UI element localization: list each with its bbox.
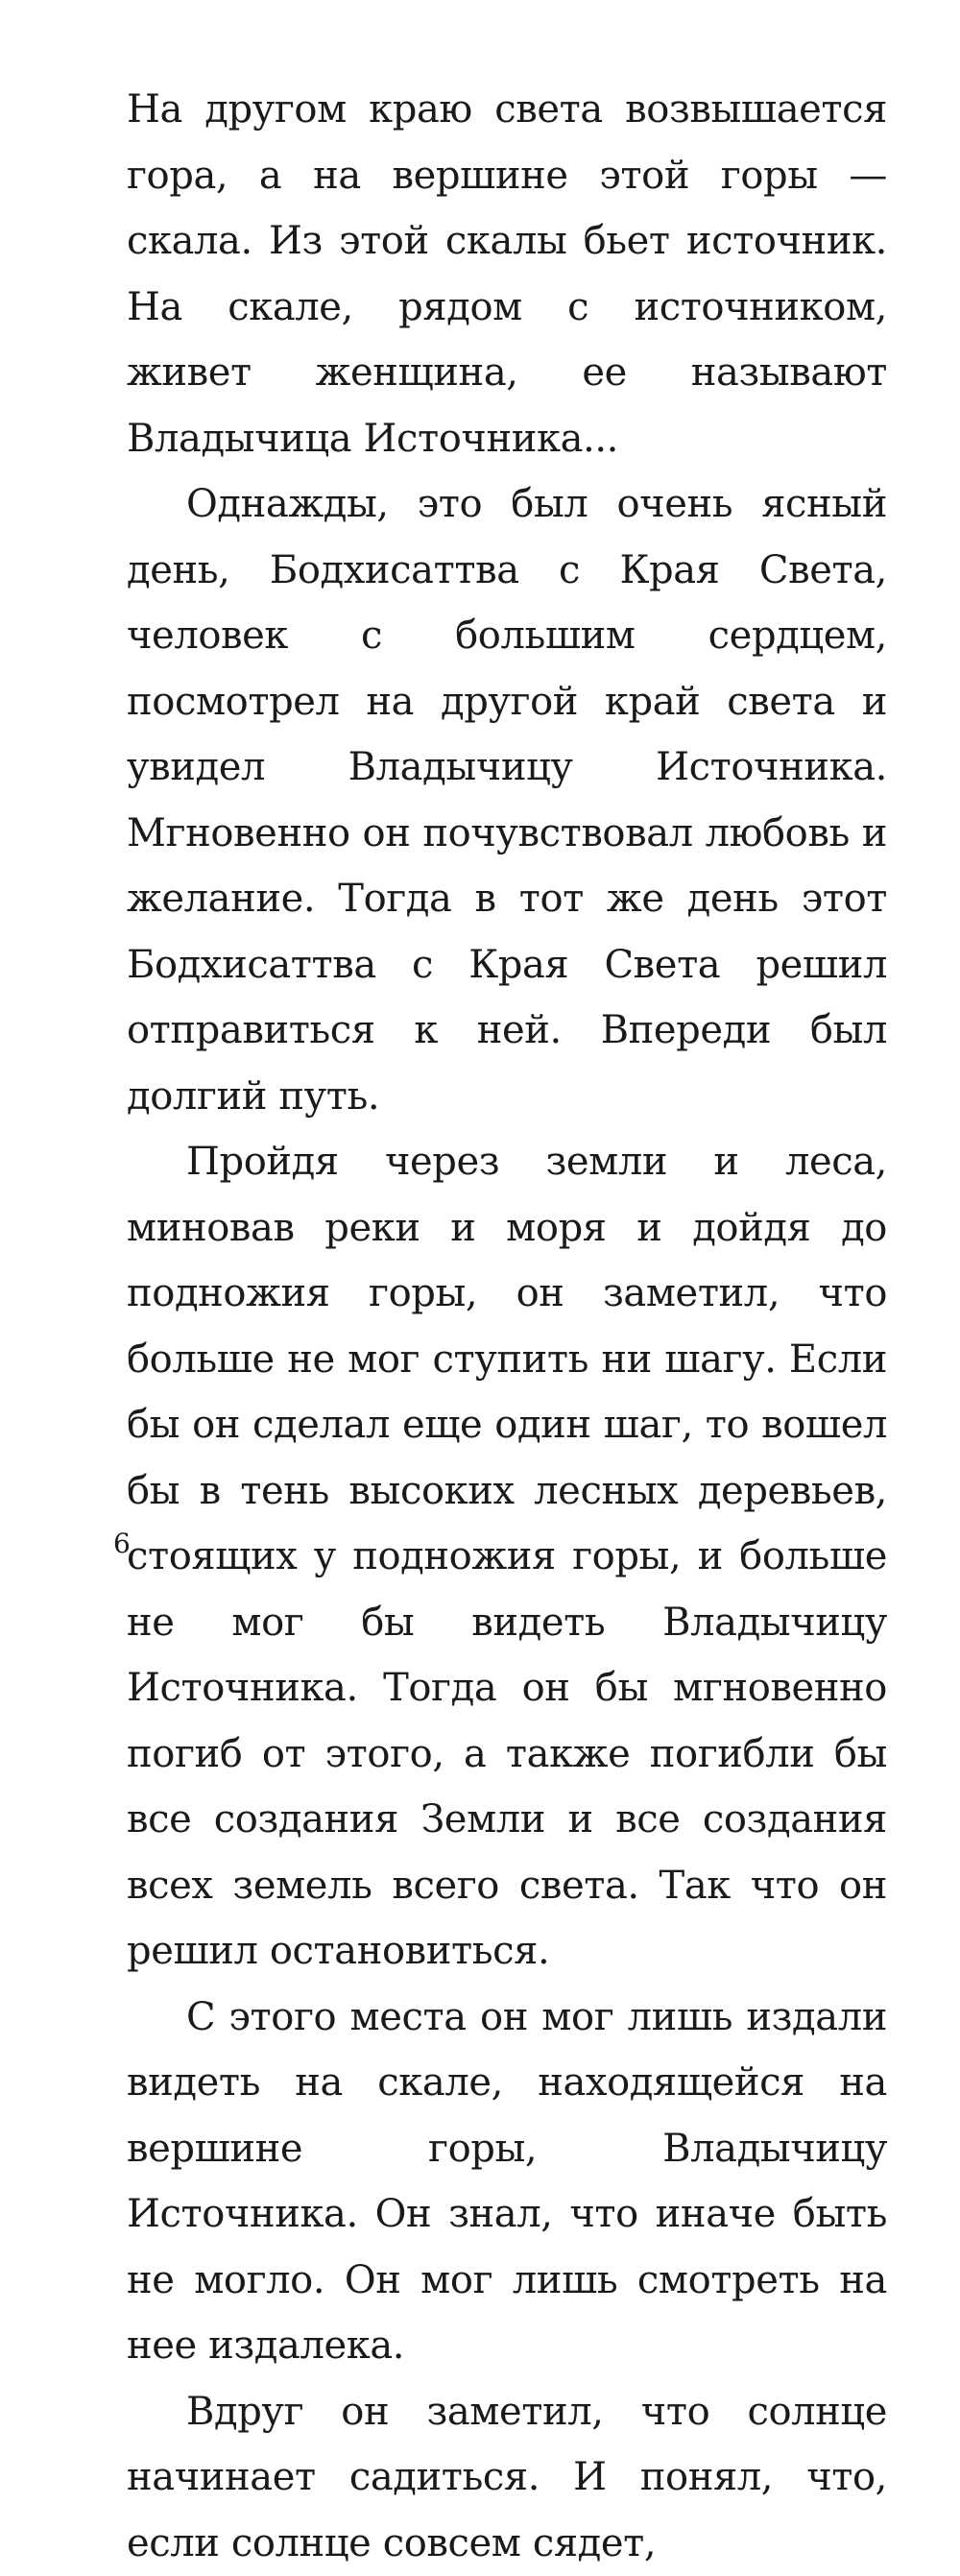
page-number: 6 [113, 1528, 131, 1560]
paragraph-4: С этого места он мог лишь издали видеть на скале, находящейся на вершине горы, Владычицу Источника. Он знал, что иначе быть не могло. Он мог лишь смотреть на нее издалека. [127, 1985, 887, 2379]
body-text [127, 77, 887, 2576]
paragraph-5: Вдруг он заметил, что солнце начинает садиться. И понял, что, если солнце совсем сядет, [127, 2379, 887, 2576]
paragraph-3: Пройдя через земли и леса, миновав реки и моря и дойдя до подножия горы, он заметил, что больше не мог ступить ни шагу. Если бы он сделал еще один шаг, то вошел бы в тень высоких лесных деревьев, стоящих у подножия горы, и больше не мог бы видеть Владычицу Источника. Тогда он бы мгновенно погиб от этого, а также погибли бы все создания Земли и все создания всех земель всего света. Так что он решил остановиться. [127, 1129, 887, 1985]
paragraph-2: Однажды, это был очень ясный день, Бодхисаттва с Края Света, человек с большим сердцем, посмотрел на другой край света и увидел Владычицу Источника. Мгновенно он почувствовал любовь и желание. Тогда в тот же день этот Бодхисаттва с Края Света решил отправиться к ней. Впереди был долгий путь. [127, 471, 887, 1129]
paragraph-1: На другом краю света возвышается гора, а на вершине этой горы — скала. Из этой скалы бьет источник. На скале, рядом с источником, живет женщина, ее называют Владычица Источника... [127, 77, 887, 471]
